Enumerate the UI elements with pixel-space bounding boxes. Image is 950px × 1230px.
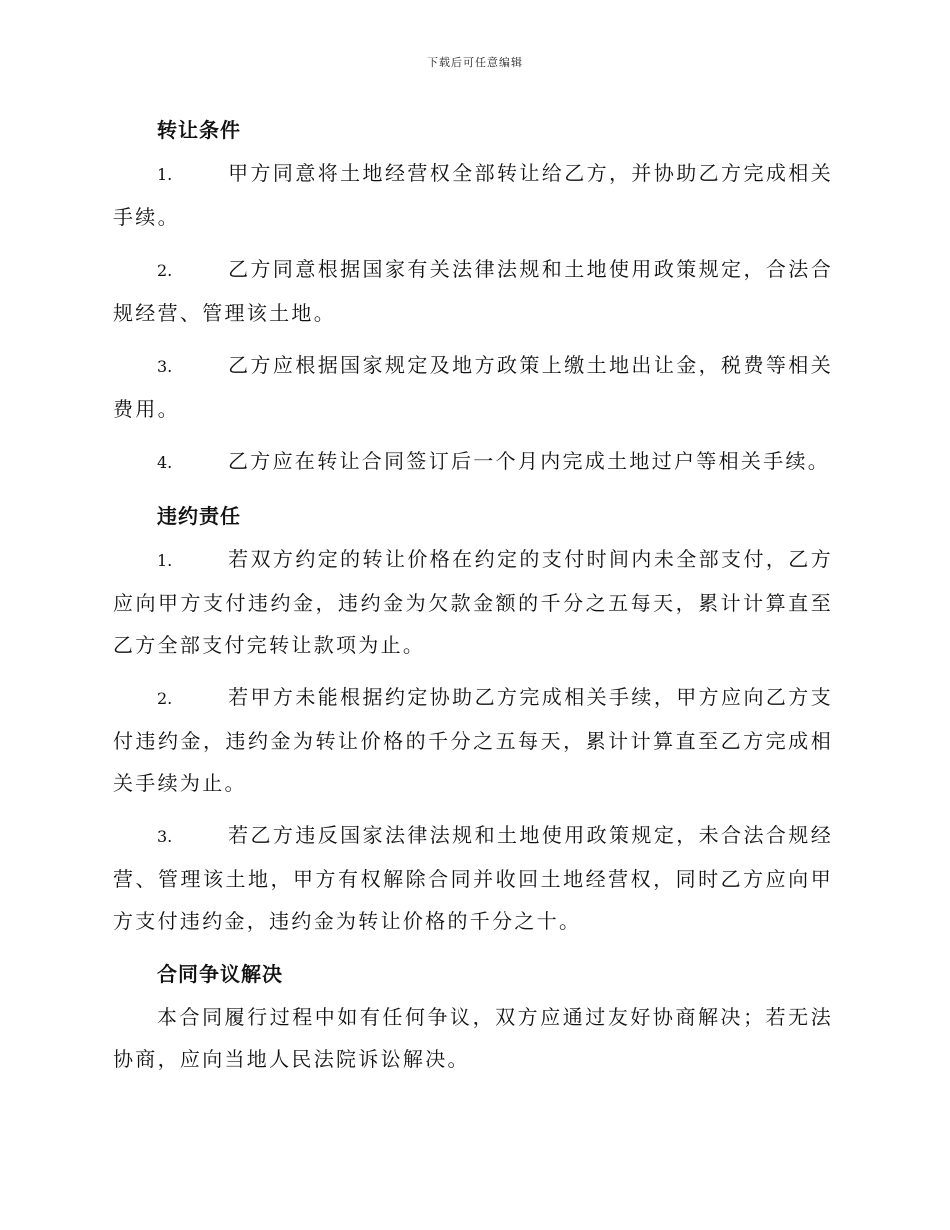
clause-breach-2 [113,676,833,804]
clause-breach-3 [113,814,833,942]
clause-number: 1. [157,165,173,184]
clause-transfer-1 [113,152,833,238]
section-heading-dispute-resolution: 合同争议解决 [157,962,283,986]
page-header-note: 下载后可任意编辑 [427,56,523,69]
dispute-resolution-paragraph: 本合同履行过程中如有任何争议，双方应通过友好协商解决；若无法协商，应向当地人民法院诉讼解决。 [113,1005,833,1071]
clause-text: 若双方约定的转让价格在约定的支付时间内未全部支付，乙方应向甲方支付违约金，违约金为欠款金额的千分之五每天，累计计算直至乙方全部支付完转让款项为止。 [113,547,833,657]
clause-text: 乙方应在转让合同签订后一个月内完成土地过户等相关手续。 [228,449,831,473]
clause-number: 2. [157,261,173,280]
section-heading-transfer-conditions: 转让条件 [157,118,241,142]
clause-text: 若甲方未能根据约定协助乙方完成相关手续，甲方应向乙方支付违约金，违约金为转让价格的千分之五每天，累计计算直至乙方完成相关手续为止。 [113,685,833,795]
clause-text: 若乙方违反国家法律法规和土地使用政策规定，未合法合规经营、管理该土地，甲方有权解除合同并收回土地经营权，同时乙方应向甲方支付违约金，违约金为转让价格的千分之十。 [113,823,833,933]
clause-transfer-3 [113,344,833,430]
clause-number: 1. [157,551,173,570]
clause-text: 乙方同意根据国家有关法律法规和土地使用政策规定，合法合规经营、管理该土地。 [113,257,833,325]
clause-number: 3. [157,827,173,846]
clause-transfer-2 [113,248,833,334]
section-heading-breach-liability: 违约责任 [157,504,241,528]
clause-text: 乙方应根据国家规定及地方政策上缴土地出让金，税费等相关费用。 [113,353,833,421]
clause-breach-1 [113,538,833,666]
clause-transfer-4 [113,440,833,484]
clause-number: 3. [157,357,173,376]
clause-text: 甲方同意将土地经营权全部转让给乙方，并协助乙方完成相关手续。 [113,161,833,229]
document-body [113,108,833,1090]
clause-number: 2. [157,689,173,708]
clause-number: 4. [157,453,173,472]
